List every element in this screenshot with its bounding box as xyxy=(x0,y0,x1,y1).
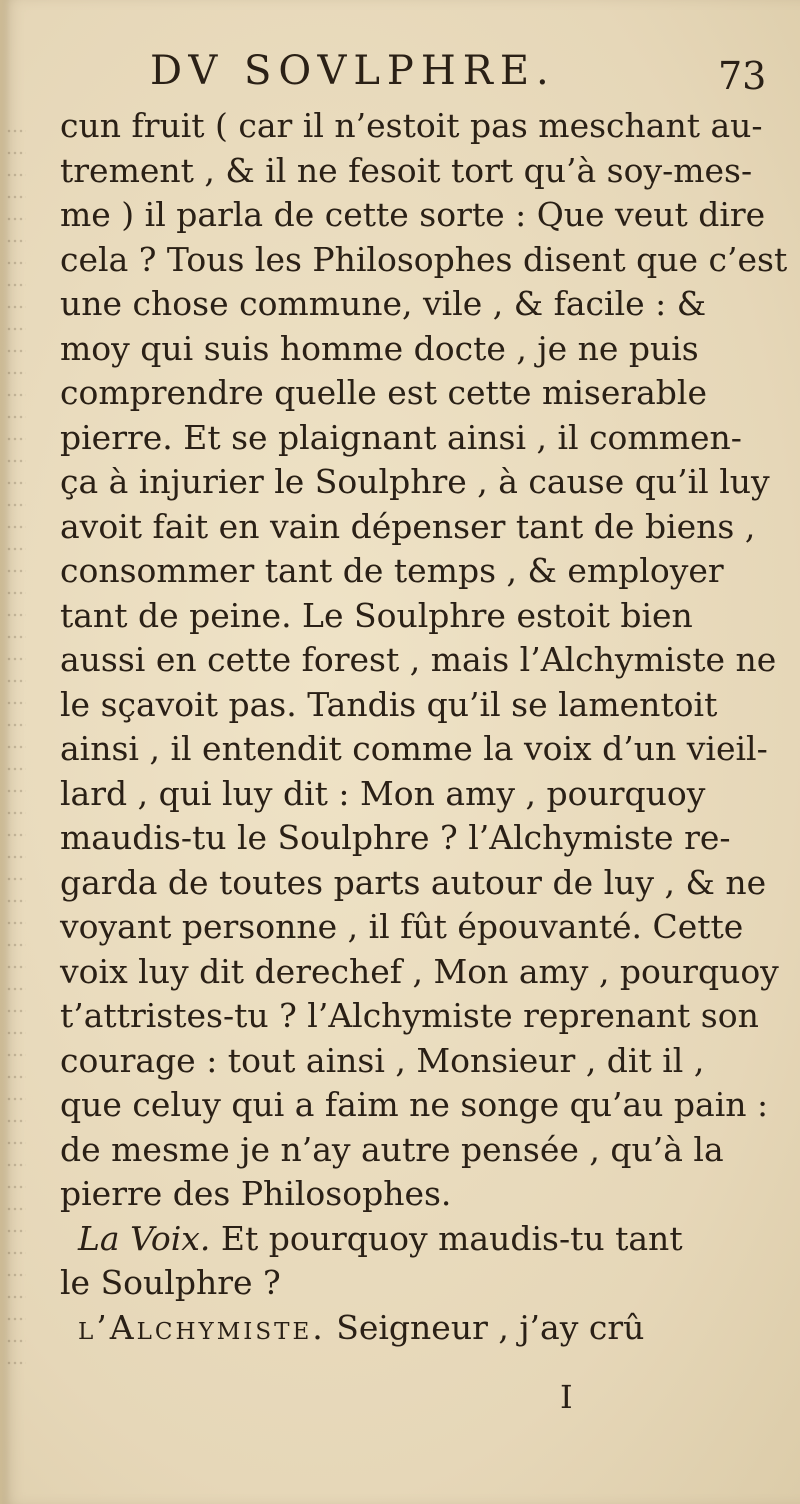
text-line: avoit fait en vain dépenser tant de biens , xyxy=(60,506,756,546)
running-title: DV SOVLPHRE. xyxy=(150,48,556,94)
text-line: voyant personne , il fût épouvanté. Cette xyxy=(60,907,744,946)
signature-mark: I xyxy=(560,1378,573,1416)
text-line: maudis-tu le Soulphre ? l’Alchymiste re- xyxy=(60,818,731,857)
text-line: pierre des Philosophes. xyxy=(60,1174,452,1213)
text-line: ainsi , il entendit comme la voix d’un vieil- xyxy=(60,729,768,768)
text-line: me ) il parla de cette sorte : Que veut dire xyxy=(60,195,766,234)
text-line: pierre. Et se plaignant ainsi , il commen- xyxy=(60,417,742,457)
text-line: comprendre quelle est cette miserable xyxy=(60,373,708,412)
text-line: lard , qui luy dit : Mon amy , pourquoy xyxy=(60,773,706,813)
paper-specks xyxy=(6,120,26,1380)
text-line: t’attristes-tu ? l’Alchymiste reprenant son xyxy=(60,996,759,1035)
dialogue-line-alchymiste xyxy=(60,1306,720,1351)
speaker-voix: La Voix. xyxy=(78,1218,211,1258)
speaker-alchymiste: l’Alchymiste. xyxy=(78,1307,326,1347)
page-number: 73 xyxy=(718,54,767,98)
dialogue-line-voix xyxy=(60,1217,720,1262)
text-line: courage : tout ainsi , Monsieur , dit il , xyxy=(60,1040,705,1080)
text-line: cun fruit ( car il n’estoit pas meschant au- xyxy=(60,106,763,145)
text-line: cela ? Tous les Philosophes disent que c’est xyxy=(60,239,788,279)
body-text xyxy=(60,104,788,1350)
text-line: que celuy qui a faim ne songe qu’au pain : xyxy=(60,1085,769,1124)
dialogue-text: Et pourquoy maudis-tu tant xyxy=(210,1218,683,1258)
text-line: aussi en cette forest , mais l’Alchymiste ne xyxy=(60,640,777,679)
text-line: le Soulphre ? xyxy=(60,1263,281,1302)
text-line: consommer tant de temps , & employer xyxy=(60,551,724,590)
text-line: le sçavoit pas. Tandis qu’il se lamentoit xyxy=(60,684,718,724)
text-line: ça à injurier le Soulphre , à cause qu’il luy xyxy=(60,462,770,501)
text-line: trement , & il ne fesoit tort qu’à soy-mes- xyxy=(60,150,753,190)
text-line: garda de toutes parts autour de luy , & ne xyxy=(60,862,767,902)
text-line: une chose commune, vile , & facile : & xyxy=(60,284,707,323)
page-header xyxy=(0,48,800,108)
text-line: de mesme je n’ay autre pensée , qu’à la xyxy=(60,1129,724,1169)
text-line: tant de peine. Le Soulphre estoit bien xyxy=(60,595,693,635)
dialogue-text: Seigneur , j’ay crû xyxy=(325,1307,645,1347)
text-line: voix luy dit derechef , Mon amy , pourquoy xyxy=(60,951,779,991)
text-line: moy qui suis homme docte , je ne puis xyxy=(60,328,699,368)
